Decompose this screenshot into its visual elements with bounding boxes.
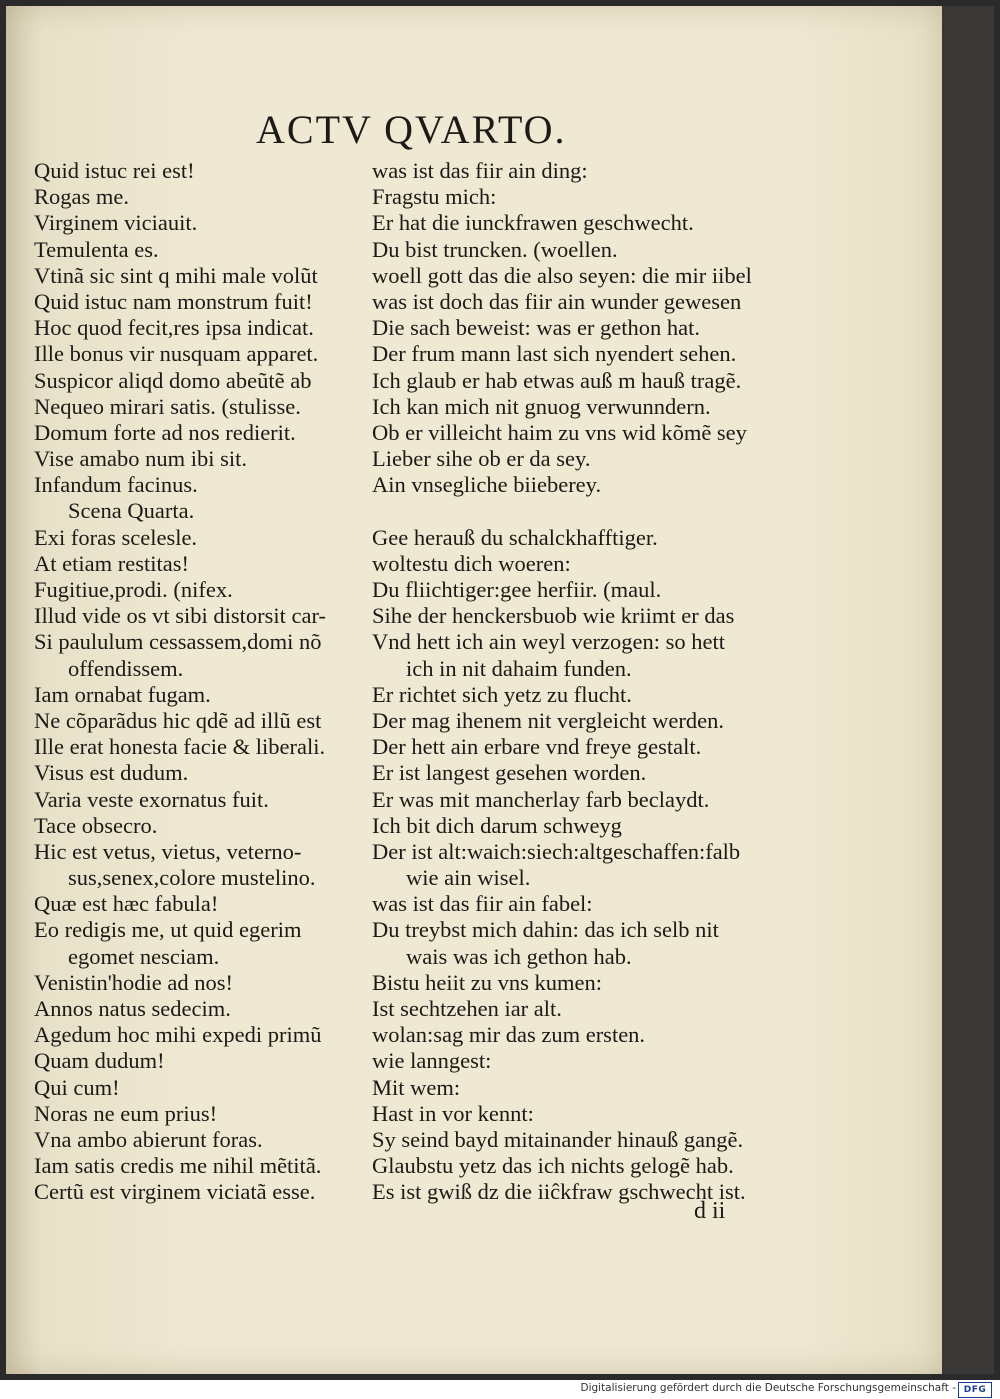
german-line: Die sach beweist: was er gethon hat. [372, 315, 701, 341]
german-line: Ich bit dich darum schweyg [372, 812, 622, 838]
latin-line: Si paululum cessassem,domi nõ [34, 629, 322, 655]
german-line: Der hett ain erbare vnd freye gestalt. [372, 734, 702, 760]
latin-line: Qui cum! [34, 1074, 120, 1100]
german-line: Der frum mann last sich nyendert sehen. [372, 341, 737, 367]
german-line: wie ain wisel. [406, 865, 531, 891]
german-line: Der ist alt:waich:siech:altgeschaffen:falb [372, 838, 741, 864]
german-line: Lieber sihe ob er da sey. [372, 446, 591, 472]
page-header: ACTV QVARTO. [256, 107, 567, 152]
german-line: Ich kan mich nit gnuog verwunndern. [372, 393, 711, 419]
german-line: Glaubstu yetz das ich nichts gelogẽ hab. [372, 1153, 734, 1179]
german-column [372, 158, 802, 1206]
german-line: ich in nit dahaim funden. [406, 655, 632, 681]
latin-line: Iam ornabat fugam. [34, 681, 211, 707]
latin-line: Agedum hoc mihi expedi primũ [34, 1022, 322, 1048]
german-line: Ob er villeicht haim zu vns wid kõmẽ sey [372, 419, 747, 445]
german-line: Hast in vor kennt: [372, 1100, 534, 1126]
german-line: Ain vnsegliche biieberey. [372, 472, 602, 498]
latin-line: Domum forte ad nos redierit. [34, 419, 296, 445]
footer-bar [0, 1380, 1000, 1399]
latin-line: Noras ne eum prius! [34, 1100, 218, 1126]
german-line: Vnd hett ich ain weyl verzogen: so hett [372, 629, 726, 655]
german-line: was ist das fiir ain ding: [372, 158, 588, 183]
dfg-logo: DFG [958, 1382, 992, 1398]
latin-line: Virginem viciauit. [34, 210, 198, 236]
latin-line: egomet nesciam. [68, 943, 220, 969]
latin-line: Temulenta es. [34, 236, 159, 262]
latin-line: Scena Quarta. [68, 498, 195, 524]
german-line: woltestu dich woeren: [372, 550, 571, 576]
footer-credit: Digitalisierung gefördert durch die Deutsche Forschungsgemeinschaft - [580, 1382, 956, 1394]
german-line: Fragstu mich: [372, 184, 497, 210]
latin-line: Exi foras scelesle. [34, 524, 198, 550]
signature-mark: d ii [694, 1198, 726, 1224]
german-line: Ich glaub er hab etwas auß m hauß tragẽ. [372, 367, 742, 393]
latin-line: sus,senex,colore mustelino. [68, 865, 316, 891]
latin-line: Ille bonus vir nusquam apparet. [34, 341, 319, 367]
latin-line: Fugitiue,prodi. (nifex. [34, 577, 233, 602]
latin-line: Illud vide os vt sibi distorsit car- [34, 603, 327, 629]
latin-line: Hic est vetus, vietus, veterno- [34, 838, 302, 864]
latin-line: Vna ambo abierunt foras. [34, 1126, 263, 1152]
german-line: Sihe der henckersbuob wie kriimt er das [372, 603, 735, 629]
latin-line: Rogas me. [34, 184, 129, 210]
german-line: was ist das fiir ain fabel: [372, 891, 593, 917]
german-line: Sy seind bayd mitainander hinauß gangẽ. [372, 1126, 744, 1152]
german-line: Er ist langest gesehen worden. [372, 760, 647, 786]
latin-line: Certũ est virginem viciatã esse. [34, 1179, 316, 1205]
german-line: Du fliichtiger:gee herfiir. (maul. [372, 577, 662, 602]
latin-line: Annos natus sedecim. [34, 996, 231, 1021]
latin-line: Quam dudum! [34, 1048, 165, 1074]
german-line: wie lanngest: [372, 1048, 492, 1074]
german-line: Der mag ihenem nit vergleicht werden. [372, 707, 724, 733]
german-line: Mit wem: [372, 1074, 461, 1100]
german-line: Ist sechtzehen iar alt. [372, 996, 562, 1021]
latin-line: Suspicor aliqd domo abeũtẽ ab [34, 367, 312, 393]
german-line: was ist doch das fiir ain wunder gewesen [372, 288, 742, 314]
german-line: woell gott das die also seyen: die mir iibel [372, 262, 752, 288]
latin-line: Varia veste exornatus fuit. [34, 786, 269, 812]
latin-line: Quid istuc nam monstrum fuit! [34, 288, 313, 314]
latin-line: Vise amabo num ibi sit. [34, 446, 248, 472]
german-line: Du treybst mich dahin: das ich selb nit [372, 917, 719, 943]
latin-line: offendissem. [68, 655, 184, 681]
german-line: Bistu heiit zu vns kumen: [372, 969, 602, 995]
german-line: Er hat die iunckfrawen geschwecht. [372, 210, 694, 236]
latin-line: Quæ est hæc fabula! [34, 891, 219, 917]
german-line: Es ist gwiß dz die iiĉkfraw gschwecht ist. [372, 1179, 746, 1205]
german-line: Er richtet sich yetz zu flucht. [372, 681, 632, 707]
latin-line: Ne cõparãdus hic qdẽ ad illũ est [34, 707, 322, 733]
latin-column [34, 158, 369, 1206]
german-line: Er was mit mancherlay farb beclaydt. [372, 786, 710, 812]
german-line [372, 498, 802, 524]
latin-line: Infandum facinus. [34, 472, 198, 498]
latin-line: Hoc quod fecit,res ipsa indicat. [34, 315, 314, 341]
latin-line: Venistin'hodie ad nos! [34, 969, 234, 995]
latin-line: At etiam restitas! [34, 550, 189, 576]
latin-line: Iam satis credis me nihil mẽtitã. [34, 1153, 322, 1179]
latin-line: Vtinã sic sint q mihi male volũt [34, 262, 318, 288]
latin-line: Visus est dudum. [34, 760, 189, 786]
latin-line: Eo redigis me, ut quid egerim [34, 917, 302, 943]
latin-line: Ille erat honesta facie & liberali. [34, 734, 326, 760]
latin-line: Tace obsecro. [34, 812, 158, 838]
latin-line: Nequeo mirari satis. (stulisse. [34, 393, 301, 419]
latin-line: Quid istuc rei est! [34, 158, 195, 183]
german-line: wolan:sag mir das zum ersten. [372, 1022, 646, 1048]
scan-dark-margin [942, 6, 994, 1374]
german-line: Gee herauß du schalckhafftiger. [372, 524, 658, 550]
german-line: Du bist truncken. (woellen. [372, 236, 618, 262]
german-line: wais was ich gethon hab. [406, 943, 632, 969]
